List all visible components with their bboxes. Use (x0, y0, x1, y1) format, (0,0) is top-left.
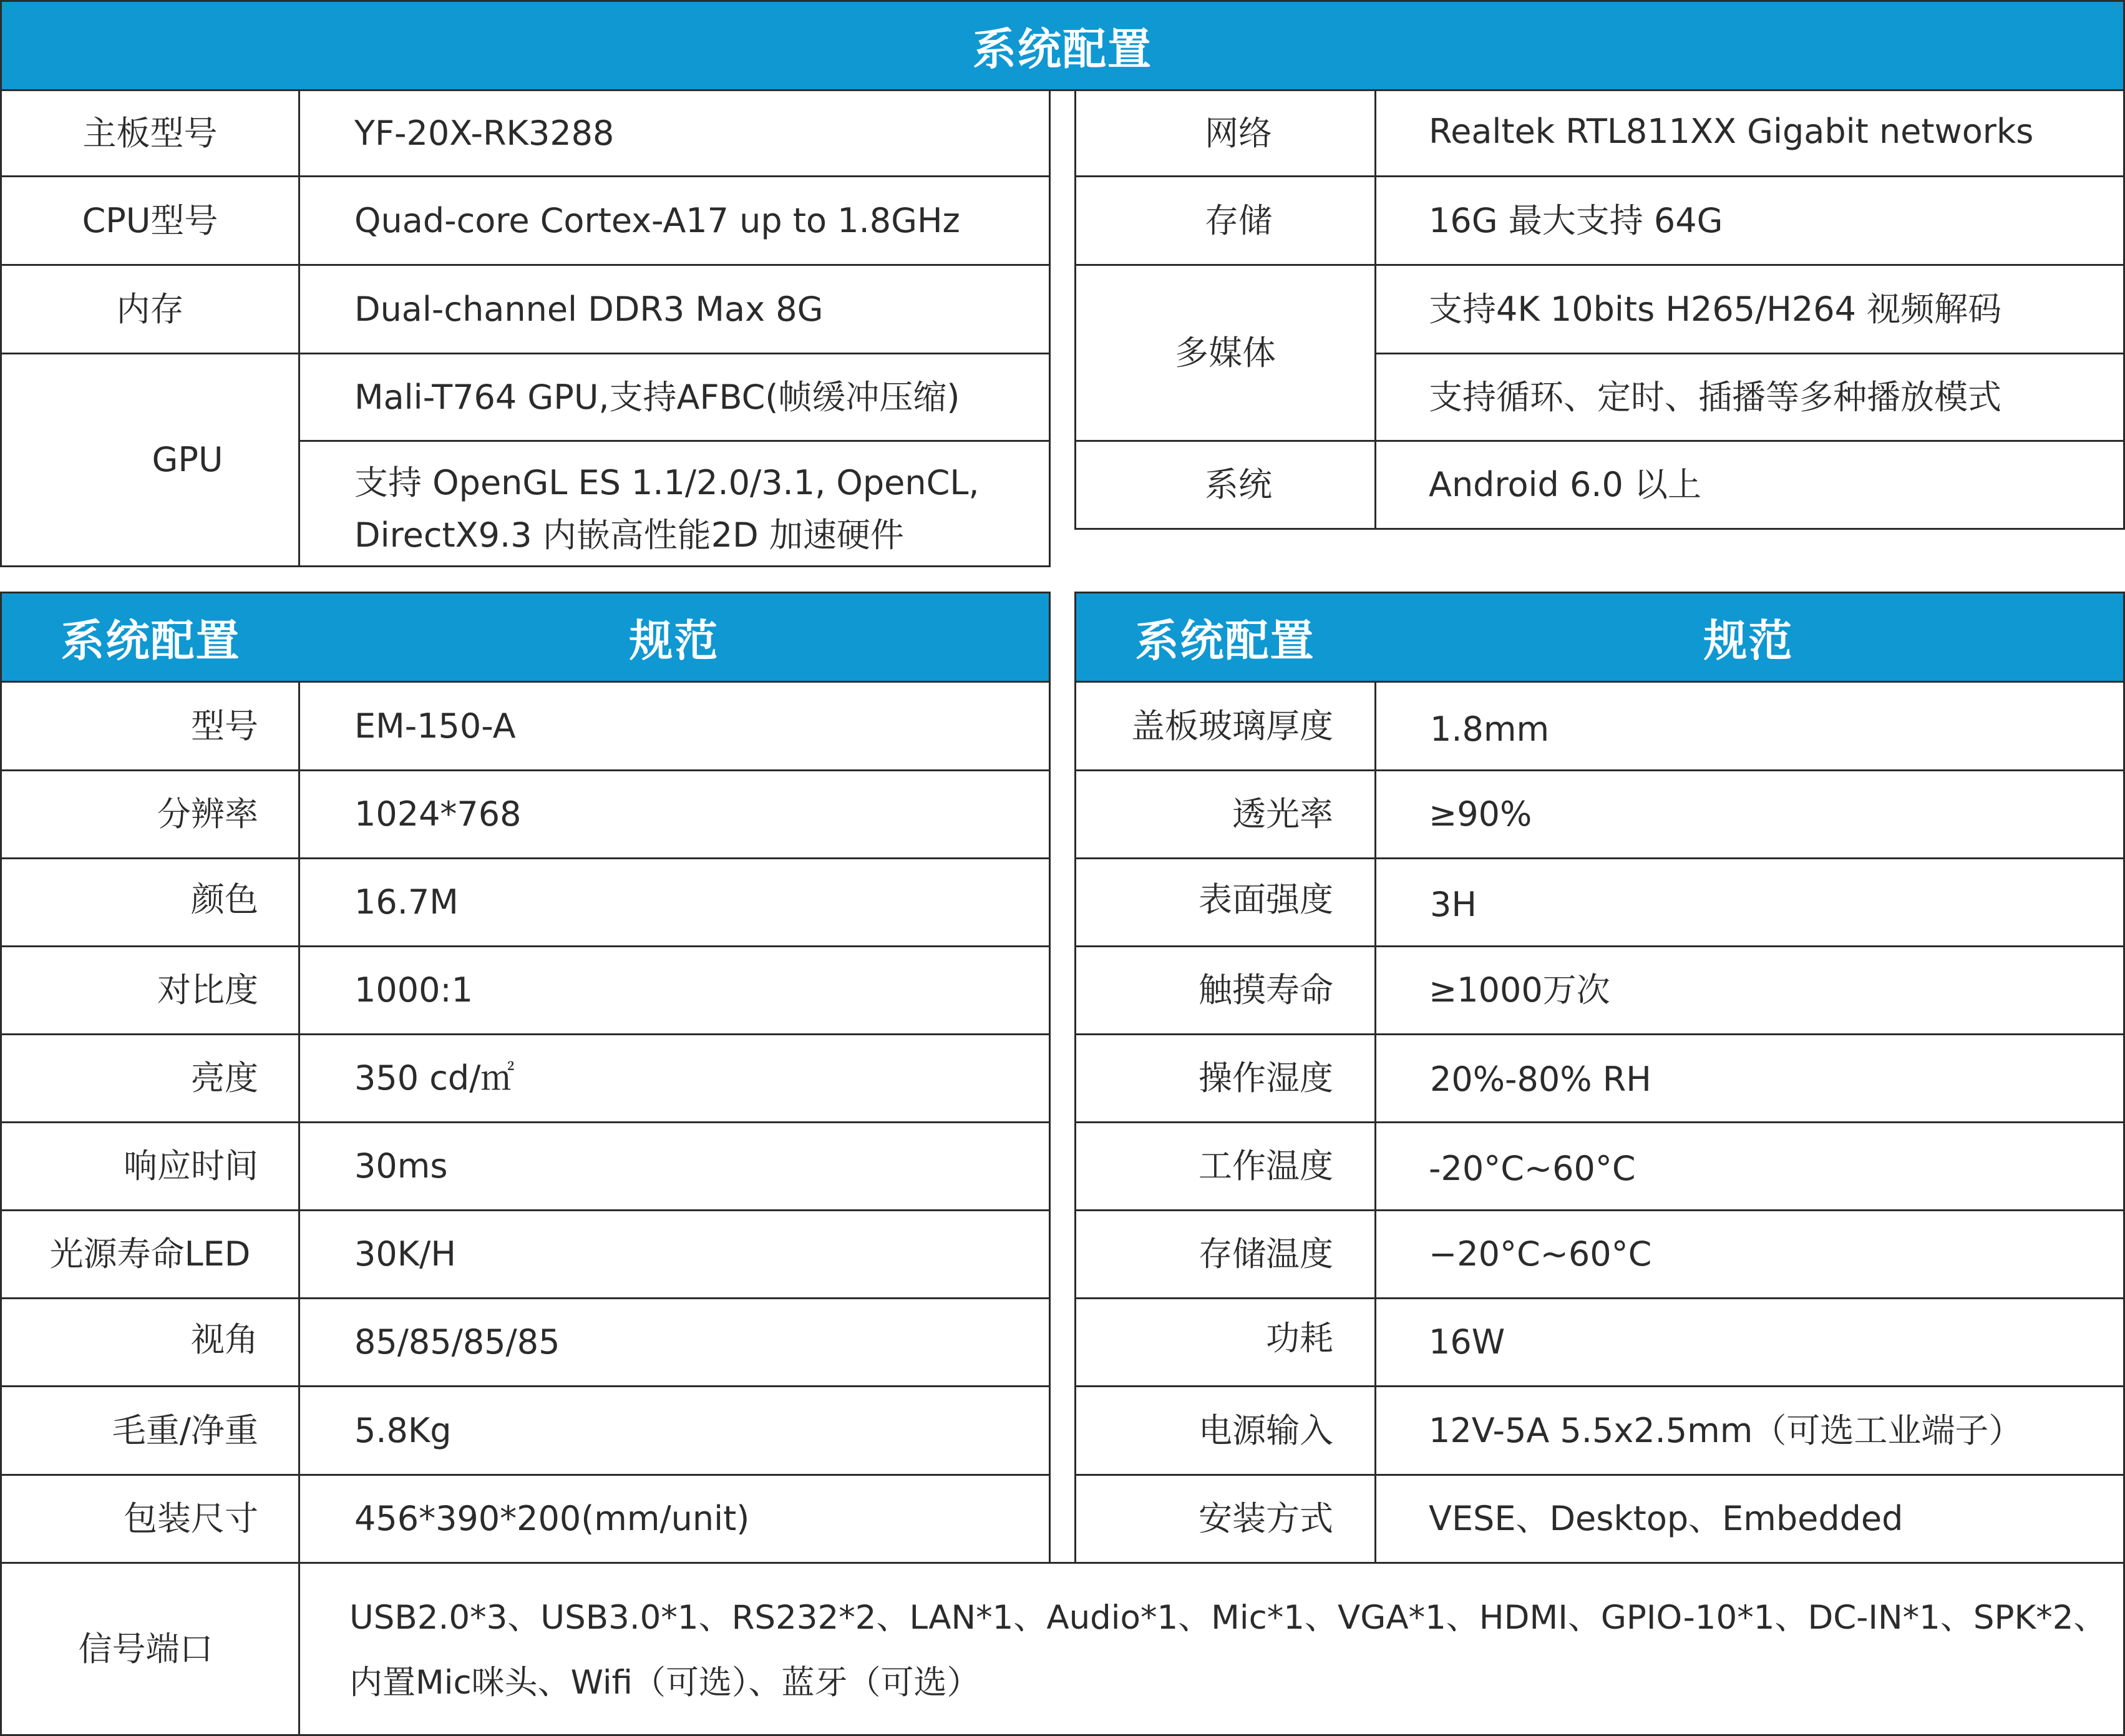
spec-right-value: −20°C~60°C (1429, 1234, 1652, 1274)
sys-left-row-label: GPU (152, 440, 223, 479)
spec-left-header-col1 (0, 592, 299, 683)
sys-right-row-label: 存储 (1205, 200, 1272, 240)
spec-right-label: 操作湿度 (1199, 1058, 1333, 1098)
spec-left-header-col2-text: 规范 (629, 615, 719, 666)
sys-left-row-value: Dual-channel DDR3 Max 8G (354, 289, 824, 329)
sys-right-row-value: Realtek RTL811XX Gigabit networks (1429, 112, 2034, 151)
sys-right-row-value: Android 6.0 以上 (1429, 465, 1701, 504)
spec-left-value: 1024*768 (354, 794, 522, 834)
top-title-band (0, 0, 2125, 91)
spec-left-label: 颜色 (191, 880, 258, 919)
sys-right-row-value: 支持循环、定时、插播等多种播放模式 (1429, 377, 2001, 417)
spec-left-label: 对比度 (157, 970, 258, 1010)
spec-left-header-col2 (299, 592, 1051, 683)
signal-label: 信号端口 (78, 1629, 213, 1669)
spec-left-label: 分辨率 (157, 794, 258, 834)
spec-right-label: 触摸寿命 (1199, 970, 1333, 1010)
spec-right-header-col1-text: 系统配置 (1135, 615, 1315, 666)
spec-left-header-col1-text: 系统配置 (61, 615, 241, 666)
spec-left-value: 16.7M (354, 882, 459, 922)
spec-right-header-col2-text: 规范 (1703, 615, 1794, 666)
spec-right-label: 透光率 (1232, 794, 1333, 834)
spec-right-value: 1.8mm (1430, 710, 1550, 749)
spec-left-value: 85/85/85/85 (354, 1322, 560, 1362)
spec-right-header-col1 (1074, 592, 1374, 683)
signal-line-2: 内置Mic咪头、Wifi（可选）、蓝牙（可选） (349, 1664, 980, 1702)
spec-left-label: 响应时间 (124, 1146, 258, 1186)
spec-right-value: ≥1000万次 (1429, 970, 1610, 1010)
sys-left-row-value: Quad-core Cortex-A17 up to 1.8GHz (354, 200, 960, 240)
spec-left-value: 5.8Kg (354, 1410, 452, 1450)
spec-right-value: 16W (1429, 1322, 1505, 1362)
sys-left-row-value: DirectX9.3 内嵌高性能2D 加速硬件 (354, 515, 904, 555)
sys-right-row-label: 系统 (1205, 465, 1272, 504)
spec-left-label: 包装尺寸 (124, 1499, 258, 1538)
spec-left-label: 毛重/净重 (112, 1410, 258, 1450)
spec-right-label: 工作温度 (1199, 1146, 1333, 1186)
spec-right-header-col2 (1374, 592, 2125, 683)
spec-right-label: 安装方式 (1199, 1499, 1333, 1538)
spec-left-label: 光源寿命LED (49, 1234, 251, 1274)
spec-right-value: 3H (1430, 884, 1477, 924)
spec-left-value: 1000:1 (354, 970, 473, 1010)
spec-right-value: ≥90% (1429, 794, 1532, 834)
sys-left-row-value: Mali-T764 GPU,支持AFBC(帧缓冲压缩) (354, 377, 960, 417)
spec-right-label: 表面强度 (1199, 880, 1333, 919)
sys-right-row-value: 16G 最大支持 64G (1429, 200, 1723, 240)
spec-right-value: 12V-5A 5.5x2.5mm（可选工业端子） (1429, 1410, 2023, 1450)
sys-left-row-label: CPU型号 (82, 200, 218, 240)
spec-right-value: VESE、Desktop、Embedded (1429, 1499, 1904, 1538)
sys-left-row-label: 主板型号 (82, 113, 218, 153)
spec-left-value: 350 cd/㎡ (354, 1058, 515, 1098)
spec-left-label: 亮度 (191, 1058, 258, 1098)
spec-right-label: 功耗 (1266, 1318, 1333, 1358)
sys-right-row-label: 网络 (1205, 113, 1272, 153)
signal-line-1: USB2.0*3、USB3.0*1、RS232*2、LAN*1、Audio*1、Mic*1、VGA*1、HDMI、GPIO-10*1、DC-IN*1、SPK*2、 (349, 1599, 2107, 1637)
sys-left-row-value: YF-20X-RK3288 (354, 113, 615, 153)
top-title: 系统配置 (973, 23, 1152, 75)
sys-left-row-value: 支持 OpenGL ES 1.1/2.0/3.1, OpenCL, (354, 463, 980, 502)
spec-left-value: 30K/H (354, 1234, 456, 1274)
sys-right-row-label: 多媒体 (1175, 333, 1276, 373)
spec-left-label: 视角 (191, 1320, 258, 1359)
sys-right-row-value: 支持4K 10bits H265/H264 视频解码 (1429, 289, 2002, 329)
spec-right-value: -20°C~60°C (1429, 1148, 1636, 1188)
spec-left-value: EM-150-A (354, 706, 516, 746)
sys-left-row-label: 内存 (116, 289, 184, 329)
spec-left-value: 30ms (354, 1146, 448, 1186)
spec-left-label: 型号 (191, 706, 258, 746)
spec-right-label: 存储温度 (1199, 1234, 1333, 1274)
spec-right-value: 20%-80% RH (1430, 1060, 1651, 1099)
spec-right-label: 盖板玻璃厚度 (1131, 706, 1333, 746)
spec-left-value: 456*390*200(mm/unit) (354, 1499, 750, 1538)
spec-right-label: 电源输入 (1199, 1410, 1333, 1450)
